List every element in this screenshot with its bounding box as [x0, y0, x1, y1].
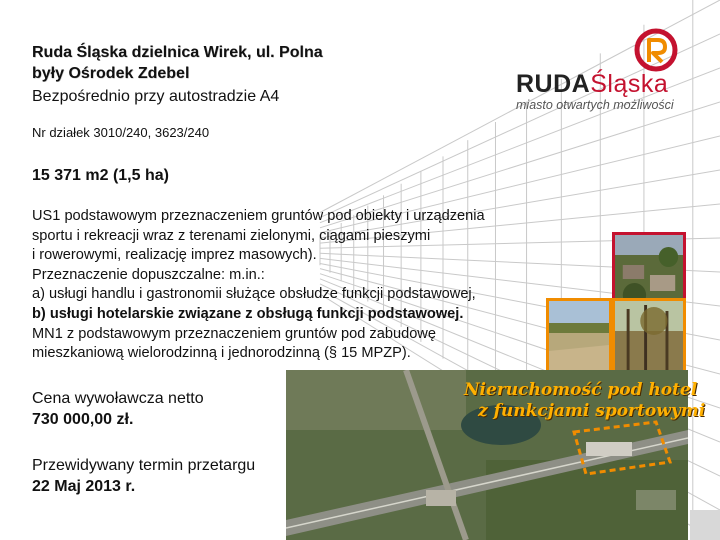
- photo-trees: [612, 298, 686, 374]
- zoning-line: a) usługi handlu i gastronomii służące obsłudze funkcji podstawowej,: [32, 286, 476, 303]
- price-label: Cena wywoławcza netto: [32, 390, 204, 407]
- zoning-line: US1 podstawowym przeznaczeniem gruntów pod obiekty i urządzenia: [32, 208, 485, 224]
- tender-label: Przewidywany termin przetargu: [32, 457, 256, 474]
- zoning-line: Przeznaczenie dopuszczalne: m.in.:: [32, 266, 265, 283]
- zoning-line: sportu i rekreacji wraz z terenami zielonymi, ciągami pieszymi: [32, 227, 431, 244]
- ruda-slaska-logo: [512, 28, 692, 118]
- photo-field: [546, 298, 612, 374]
- zoning-line-bold: b) usługi hotelarskie związane z obsługą funkcji podstawowej.: [32, 305, 464, 322]
- parcel-numbers: Nr działek 3010/240, 3623/240: [32, 125, 210, 140]
- former-name: były Ośrodek Zdebel: [32, 65, 190, 82]
- aerial-caption-line1: Nieruchomość pod hotel: [464, 380, 698, 400]
- logo-wordmark: [516, 70, 668, 99]
- price-value: 730 000,00 zł.: [32, 411, 134, 428]
- plot-area: 15 371 m2 (1,5 ha): [32, 167, 169, 184]
- aerial-caption: [464, 380, 705, 422]
- r-emblem-icon: [634, 28, 678, 72]
- zoning-line: MN1 z podstawowym przeznaczeniem gruntów pod zabudowę: [32, 325, 436, 342]
- zoning-line: i rowerowymi, realizację imprez masowych).: [32, 247, 317, 264]
- zoning-description: [32, 207, 485, 364]
- tender-date: 22 Maj 2013 r.: [32, 478, 136, 495]
- logo-word-bold: RUDA: [516, 70, 591, 98]
- zoning-line: mieszkaniową wielorodzinną i jednorodzinną (§ 15 MPZP).: [32, 345, 411, 362]
- logo-tagline: miasto otwartych możliwości: [516, 98, 674, 112]
- location-note: Bezpośrednio przy autostradzie A4: [32, 88, 280, 105]
- aerial-caption-line2: z funkcjami sportowymi: [478, 401, 706, 421]
- location-title: Ruda Śląska dzielnica Wirek, ul. Polna: [32, 44, 323, 61]
- corner-decoration: [690, 510, 720, 540]
- logo-word-regular: Śląska: [590, 70, 669, 98]
